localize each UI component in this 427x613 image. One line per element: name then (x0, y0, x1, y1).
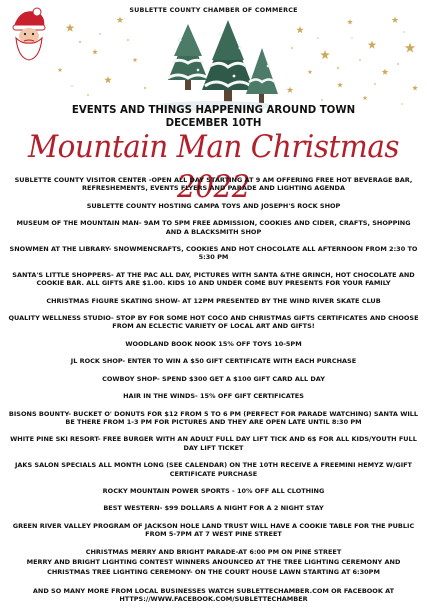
event-item: ROCKY MOUNTAIN POWER SPORTS - 10% OFF ALL CLOTHING (102, 486, 325, 495)
snowy-trees-illustration (150, 20, 280, 112)
event-item: QUALITY WELLNESS STUDIO- STOP BY FOR SOME HOT COCO AND CHRISTMAS GIFTS CERTIFICATES AND CHOOSE FROM AN ECLECTIC VARIETY OF LOCAL ART AND GIFTS! (8, 314, 419, 331)
event-item: MUSEUM OF THE MOUNTAIN MAN- 9AM TO 5PM FREE ADMISSION, COOKIES AND CIDER, CRAFTS, SHOPPING AND A BLACKSMITH SHOP (16, 219, 411, 236)
event-item: HAIR IN THE WINDS- 15% OFF GIFT CERTIFICATES (123, 392, 304, 401)
event-item: MERRY AND BRIGHT LIGHTING CONTEST WINNERS ANOUNCED AT THE TREE LIGHTING CEREMONY AND (26, 557, 401, 566)
event-item: CHRISTMAS FIGURE SKATING SHOW- AT 12PM PRESENTED BY THE WIND RIVER SKATE CLUB (46, 296, 381, 305)
event-item: BEST WESTERN- $99 DOLLARS A NIGHT FOR A 2 NIGHT STAY (103, 504, 324, 513)
event-item: COWBOY SHOP- SPEND $300 GET A $100 GIFT CARD ALL DAY (102, 374, 325, 383)
event-item: SUBLETTE COUNTY HOSTING CAMPA TOYS AND JOSEPH'S ROCK SHOP (86, 201, 341, 210)
headline-date: DECEMBER 10TH (165, 118, 262, 129)
closing-note: AND SO MANY MORE FROM LOCAL BUSINESSES WATCH SUBLETTECHAMBER.COM OR FACEBOOK AT HTTPS://WWW.FACEBOOK.COM/SUBLETTECHAMBER (32, 586, 395, 604)
organization-name: SUBLETTE COUNTY CHAMBER OF COMMERCE (129, 6, 298, 14)
event-item: WOODLAND BOOK NOOK 15% OFF TOYS 10-5PM (125, 339, 302, 348)
santa-icon (6, 6, 54, 62)
event-item: WHITE PINE SKI RESORT- FREE BURGER WITH AN ADULT FULL DAY LIFT TICK AND 6$ FOR ALL KIDS/YOUTH FULL DAY LIFT TICKET (10, 435, 417, 452)
event-item: CHRISTMAS MERRY AND BRIGHT PARADE-AT 6:00 PM ON PINE STREET (85, 547, 342, 556)
event-item: SUBLETTE COUNTY VISITOR CENTER -OPEN ALL DAY STARTING AT 9 AM OFFERING FREE HOT BEVERAGE BAR, REFRESHEMENTS, EVENTS FLYERS AND PARADE AND LIGHTING AGENDA (14, 176, 413, 193)
event-item: GREEN RIVER VALLEY PROGRAM OF JACKSON HOLE LAND TRUST WILL HAVE A COOKIE TABLE FOR THE PUBLIC FROM 5-7PM AT 7 WEST PINE STREET (12, 521, 415, 539)
event-item: JL ROCK SHOP- ENTER TO WIN A $50 GIFT CERTIFICATE WITH EACH PURCHASE (70, 357, 357, 366)
event-item: SANTA'S LITTLE SHOPPERS- AT THE PAC ALL DAY, PICTURES WITH SANTA &THE GRINCH, HOT CHOCOLATE AND COOKIE BAR. ALL GIFTS ARE $1.00. KIDS 10 AND UNDER COME BUY PRESENTS FOR YOUR FAMILY (12, 270, 415, 288)
event-item: BISONS BOUNTY- BUCKET O' DONUTS FOR $12 FROM 5 TO 6 PM (PERFECT FOR PARADE WATCHING) SANTA WILL BE THERE FROM 1-3 PM FOR PICTURES AND THEY ARE OPEN LATE UNTIL 8:30 PM (8, 409, 419, 426)
event-item: CHRISTMAS TREE LIGHTING CEREMONY- ON THE COURT HOUSE LAWN STARTING AT 6:30PM (47, 568, 380, 577)
events-list (8, 176, 419, 613)
script-title: Mountain Man Christmas 2022 (27, 129, 400, 205)
headline-line-1: EVENTS AND THINGS HAPPENING AROUND TOWN (71, 105, 356, 116)
event-item: SNOWMEN AT THE LIBRARY- SNOWMENCRAFTS, COOKIES AND HOT CHOCOLATE ALL AFTERNOON FROM 2:30 TO 5:30 PM (9, 245, 418, 262)
event-item: JAKS SALON SPECIALS ALL MONTH LONG (SEE CALENDAR) ON THE 10TH RECEIVE A FREEMINI HEMYZ W/GIFT CERTIFICATE PURCHASE (14, 461, 412, 478)
